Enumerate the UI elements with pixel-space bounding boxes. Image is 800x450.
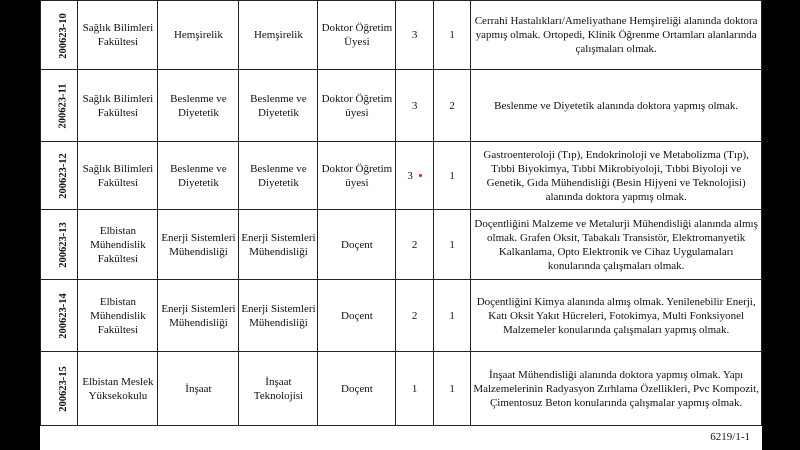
- requirement-cell: İnşaat Mühendisliği alanında doktora yapmış olmak. Yapı Malzemelerinin Radyasyon Zırhlama Özellikleri, Pvc Kompozit, Çimentosuz Beton konularında çalışmalar yapmış olmak.: [471, 352, 762, 426]
- count-cell: 1: [433, 210, 470, 280]
- program-cell: Enerji Sistemleri Mühendisliği: [239, 210, 318, 280]
- department-cell: Beslenme ve Diyetetik: [158, 70, 239, 142]
- department-cell: Enerji Sistemleri Mühendisliği: [158, 210, 239, 280]
- rank-cell: [396, 142, 433, 210]
- requirement-cell: Beslenme ve Diyetetik alanında doktora yapmış olmak.: [471, 70, 762, 142]
- program-cell: Enerji Sistemleri Mühendisliği: [239, 280, 318, 352]
- table-row: [41, 142, 762, 210]
- department-cell: Beslenme ve Diyetetik: [158, 142, 239, 210]
- unit-cell: Sağlık Bilimleri Fakültesi: [78, 1, 158, 70]
- unit-cell: Elbistan Mühendislik Fakültesi: [78, 210, 158, 280]
- rank-cell: 1: [396, 352, 433, 426]
- unit-cell: Elbistan Meslek Yüksekokulu: [78, 352, 158, 426]
- title-cell: Doçent: [318, 210, 396, 280]
- count-cell: 1: [433, 352, 470, 426]
- program-cell: Beslenme ve Diyetetik: [239, 142, 318, 210]
- position-code: 200623-11: [57, 83, 69, 129]
- unit-cell: Elbistan Mühendislik Fakültesi: [78, 280, 158, 352]
- requirement-cell: Gastroenteroloji (Tıp), Endokrinoloji ve Metabolizma (Tıp), Tıbbi Biyokimya, Tıbbi Mikrobiyoloji, Tıbbi Biyoloji ve Genetik, Gıda Mühendisliği (Besin Hijyeni ve Teknolojisi) alanında doktora yapmış olmak.: [471, 142, 762, 210]
- requirement-cell: Doçentliğini Kimya alanında almış olmak. Yenilenebilir Enerji, Katı Oksit Yakıt Hücreleri, Fotokimya, Multi Fonksiyonel Malzemeler konularında çalışmaları yapmış olmak.: [471, 280, 762, 352]
- count-cell: 1: [433, 280, 470, 352]
- position-code: 200623-13: [57, 222, 69, 268]
- rank-cell: 3: [396, 1, 433, 70]
- program-cell: Beslenme ve Diyetetik: [239, 70, 318, 142]
- program-cell: İnşaat Teknolojisi: [239, 352, 318, 426]
- rank-cell: 3: [396, 70, 433, 142]
- table-row: [41, 210, 762, 280]
- positions-table: [40, 0, 762, 426]
- count-cell: 1: [433, 1, 470, 70]
- position-code: 200623-15: [57, 366, 69, 412]
- title-cell: Doktor Öğretim üyesi: [318, 142, 396, 210]
- title-cell: Doktor Öğretim Üyesi: [318, 1, 396, 70]
- unit-cell: Sağlık Bilimleri Fakültesi: [78, 70, 158, 142]
- title-cell: Doktor Öğretim üyesi: [318, 70, 396, 142]
- count-cell: 2: [433, 70, 470, 142]
- page-reference: 6219/1-1: [710, 431, 750, 443]
- title-cell: Doçent: [318, 352, 396, 426]
- department-cell: Hemşirelik: [158, 1, 239, 70]
- requirement-cell: Cerrahi Hastalıkları/Ameliyathane Hemşireliği alanında doktora yapmış olmak. Ortopedi, Klinik Öğrenme Ortamları alanlarında çalışmaları olmak.: [471, 1, 762, 70]
- department-cell: Enerji Sistemleri Mühendisliği: [158, 280, 239, 352]
- table-row: [41, 70, 762, 142]
- requirement-cell: Doçentliğini Malzeme ve Metalurji Mühendisliği alanında almış olmak. Grafen Oksit, Tabakalı Transistör, Elektromanyetik Kalkanlama, Opto Elektronik ve Cihaz Uygulamaları konularında çalışmaları olmak.: [471, 210, 762, 280]
- unit-cell: Sağlık Bilimleri Fakültesi: [78, 142, 158, 210]
- position-code: 200623-10: [57, 12, 69, 59]
- red-mark-icon: [419, 174, 422, 177]
- table-row: [41, 1, 762, 70]
- rank-value: 3: [407, 169, 413, 182]
- table-row: [41, 280, 762, 352]
- document-page: [40, 0, 762, 450]
- rank-cell: 2: [396, 280, 433, 352]
- department-cell: İnşaat: [158, 352, 239, 426]
- table-row: [41, 352, 762, 426]
- count-cell: 1: [433, 142, 470, 210]
- position-code: 200623-14: [57, 293, 69, 339]
- program-cell: Hemşirelik: [239, 1, 318, 70]
- rank-cell: 2: [396, 210, 433, 280]
- position-code: 200623-12: [57, 153, 69, 199]
- title-cell: Doçent: [318, 280, 396, 352]
